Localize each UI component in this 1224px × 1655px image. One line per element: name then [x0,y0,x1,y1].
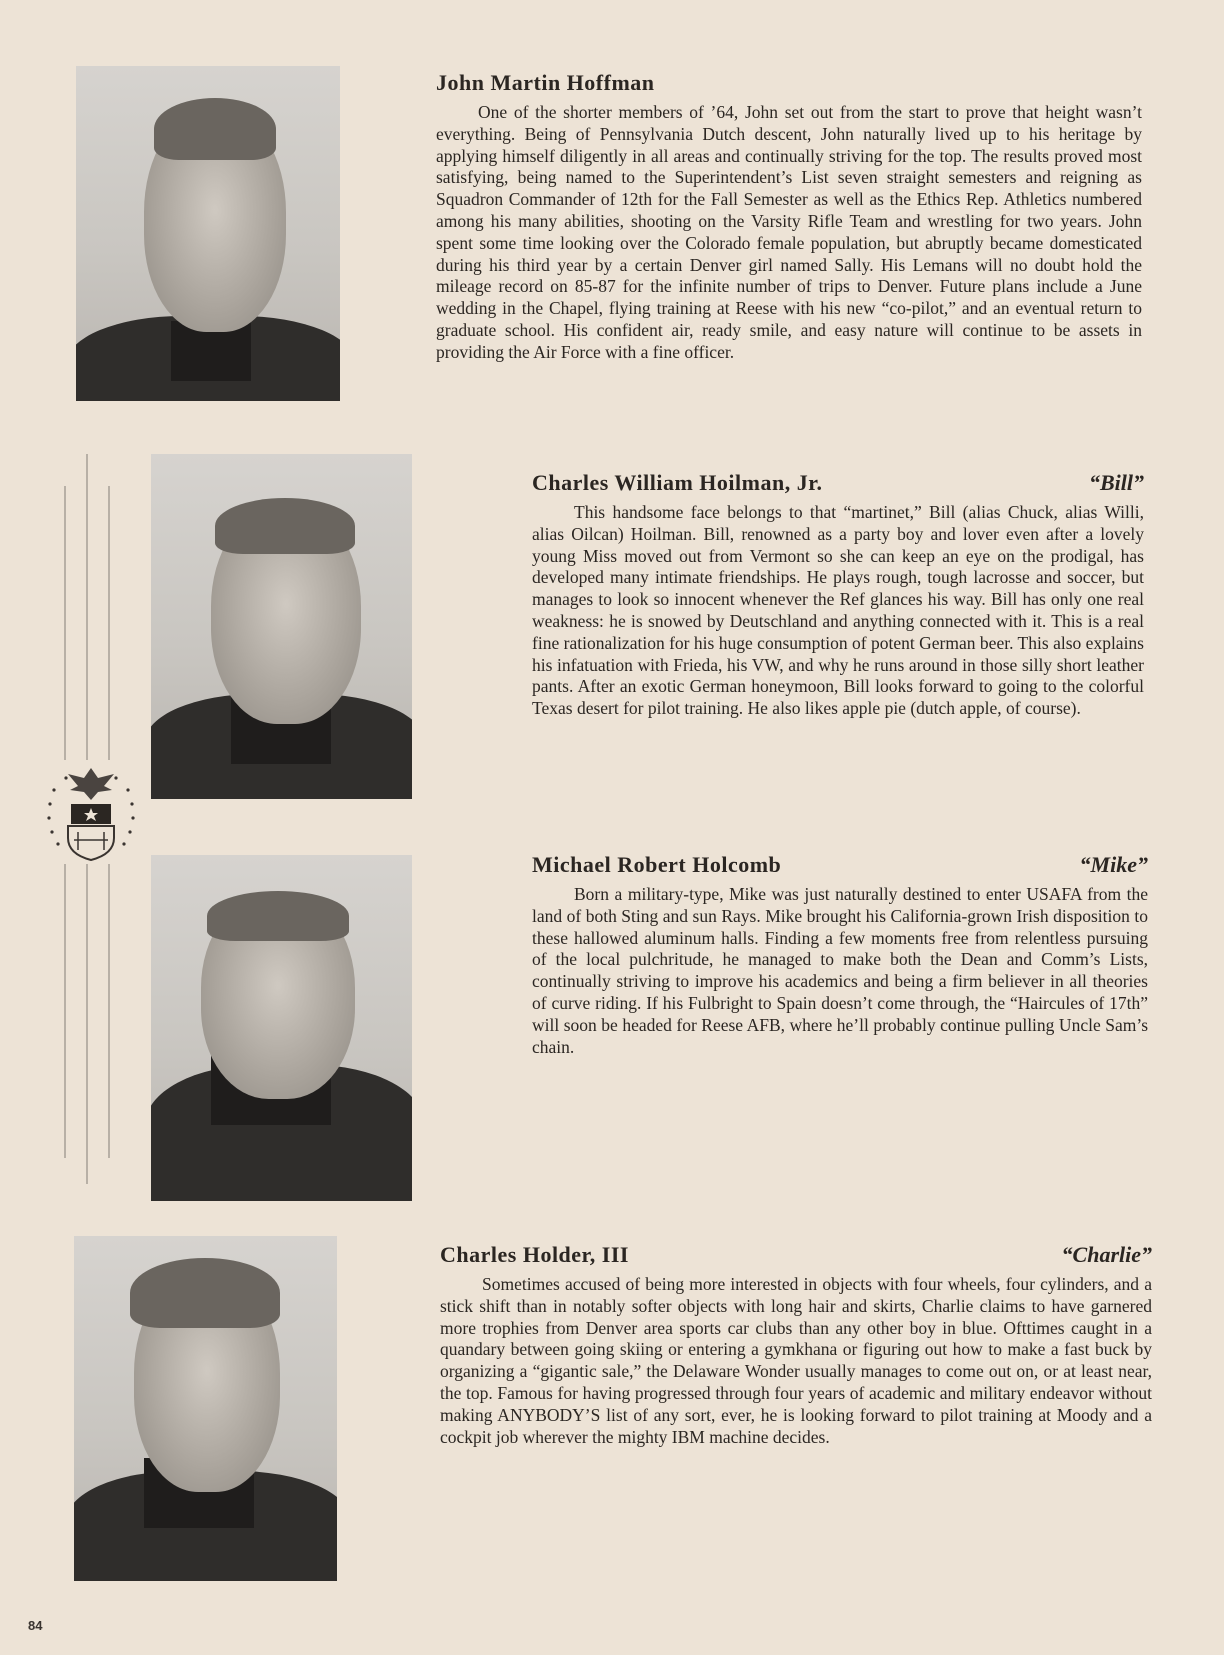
portrait-photo-holcomb [151,855,412,1201]
portrait-photo-hoilman [151,454,412,799]
academy-eagle-crest-icon [44,760,138,864]
cadet-entry-hoilman [532,470,1144,720]
cadet-bio: Sometimes accused of being more interested in objects with four wheels, four cylinders, and a stick shift than in notably softer objects with long hair and skirts, Charlie claims to have garnered more trophies from Denver area sports car clubs than any other boy in blue. Ofttimes caught in a quandary between going skiing or entering a gymkhana or figuring out how to make a fast buck by organizing a “gigantic sale,” the Delaware Wonder usually manages to come out on, or at least near, the top. Famous for having progressed through four years of academic and military endeavor without making ANYBODY’S list of any sort, ever, he is looking forward to pilot training at Moody and a cockpit job wherever the mighty IBM machine decides. [440,1274,1152,1447]
cadet-entry-hoffman [436,70,1142,364]
portrait-photo-hoffman [76,66,340,401]
cadet-name: Michael Robert Holcomb [532,852,782,877]
portrait-photo-holder [74,1236,337,1581]
cadet-name: John Martin Hoffman [436,70,655,95]
cadet-bio: This handsome face belongs to that “martinet,” Bill (alias Chuck, alias Willi, alias Oilcan) Hoilman. Bill, renowned as a party boy and lover even after a lovely young Miss moved out from Vermont so she can keep an eye on the prodigal, has developed many intimate friendships. He plays rough, tough lacrosse and soccer, but manages to look so innocent whenever the Ref glances his way. Bill has only one real weakness: he is snowed by Deutschland and anything connected with it. This is a real fine rationalization for his huge consumption of potent German beer. This also explains his infatuation with Frieda, his VW, and why he runs around in those silly short leather pants. After an exotic German honeymoon, Bill looks forward to going to the colorful Texas desert for pilot training. He also likes apple pie (dutch apple, of course). [532,502,1144,719]
cadet-nickname: “Charlie” [1061,1242,1152,1267]
cadet-name: Charles Holder, III [440,1242,629,1267]
cadet-name: Charles William Hoilman, Jr. [532,470,823,495]
cadet-entry-holcomb [532,852,1148,1058]
cadet-bio: One of the shorter members of ’64, John set out from the start to prove that height wasn’t everything. Being of Pennsylvania Dutch descent, John naturally lived up to his heritage by applying himself diligently in all areas and continually striving for the top. The results proved most satisfying, being named to the Superintendent’s List seven straight semesters and reigning as Squadron Commander of 12th for the Fall Semester as well as the Ethics Rep. Athletics numbered among his many abilities, shooting on the Varsity Rifle Team and wrestling for two years. John spent some time looking over the Colorado female population, but abruptly became domesticated during his third year by a certain Denver girl named Sally. His Lemans will no doubt hold the mileage record on 85-87 for the infinite number of trips to Denver. Future plans include a June wedding in the Chapel, flying training at Reese with his new “co-pilot,” and an eventual return to graduate school. His confident air, ready smile, and easy nature will continue to be assets in providing the Air Force with a fine officer. [436,102,1142,362]
cadet-entry-holder [440,1242,1152,1448]
page-number: 84 [28,1618,43,1633]
cadet-nickname: “Bill” [1088,470,1144,495]
cadet-nickname: “Mike” [1079,852,1148,877]
cadet-bio: Born a military-type, Mike was just naturally destined to enter USAFA from the land of both Sting and sun Rays. Mike brought his California-grown Irish disposition to these hallowed aluminum halls. Finding a few moments free from relentless pursuing of the local pulchritude, he managed to make both the Dean and Comm’s Lists, continually striving to improve his academics and being a firm believer in all theories of curve riding. If his Fulbright to Spain doesn’t come through, the “Haircules of 17th” will soon be headed for Reese AFB, where he’ll probably continue pulling Uncle Sam’s chain. [532,884,1148,1057]
